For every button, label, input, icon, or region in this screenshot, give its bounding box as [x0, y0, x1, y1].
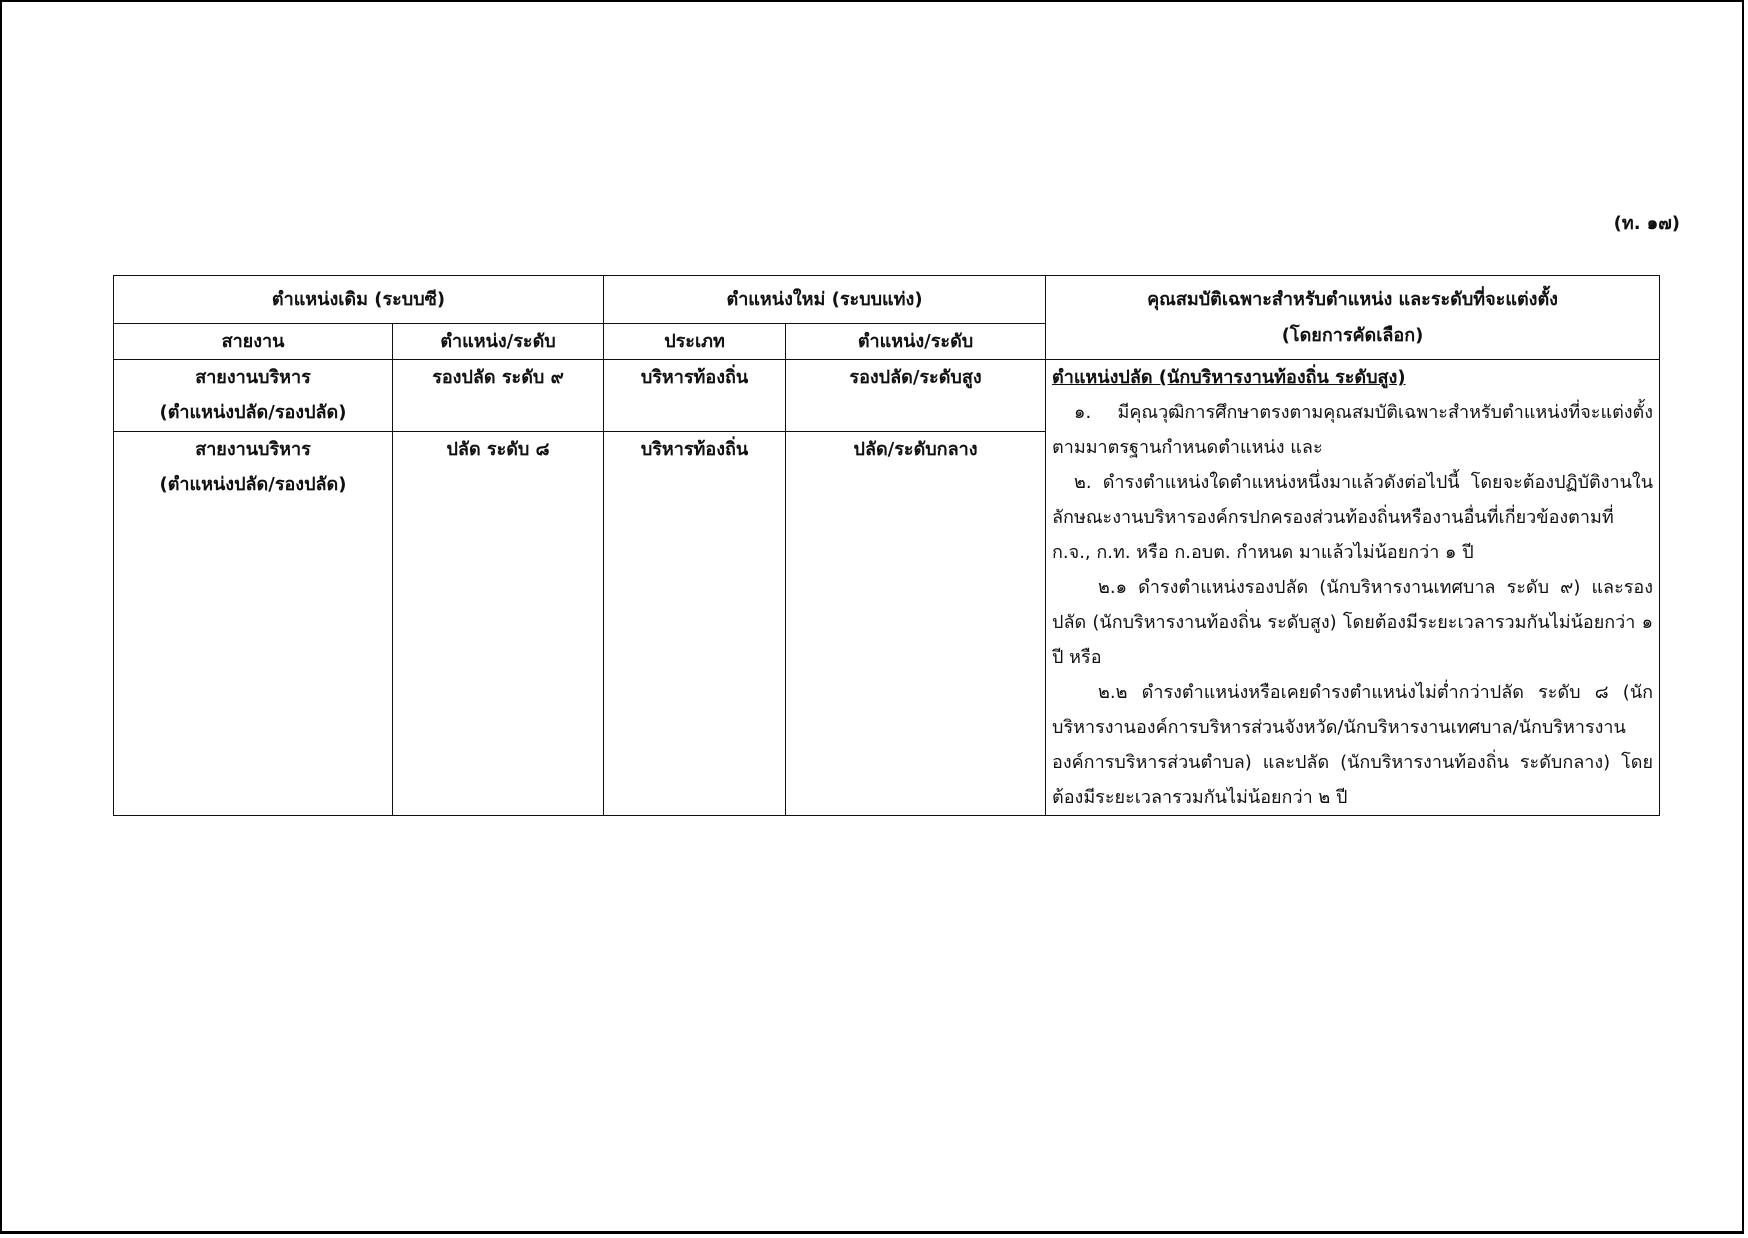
cell-line-of-work [114, 360, 393, 432]
qualification-item-2-1: ๒.๑ ดำรงตำแหน่งรองปลัด (นักบริหารงานเทศบาล ระดับ ๙) และรองปลัด (นักบริหารงานท้องถิ่น ระดับสูง) โดยต้องมีระยะเวลารวมกันไม่น้อยกว่า ๑ ปี หรือ [1052, 577, 1654, 668]
header-new-position: ตำแหน่ง/ระดับ [786, 324, 1046, 360]
document-code: (ท. ๑๗) [1613, 213, 1680, 234]
header-qualification [1046, 276, 1660, 360]
cell-line-of-work [114, 432, 393, 816]
cell-old-position: รองปลัด ระดับ ๙ [393, 360, 604, 432]
line-of-work-subtext: (ตำแหน่งปลัด/รองปลัด) [159, 402, 347, 423]
qualification-title: ตำแหน่งปลัด (นักบริหารงานท้องถิ่น ระดับสูง) [1052, 367, 1406, 388]
header-line-of-work: สายงาน [114, 324, 393, 360]
line-of-work-subtext: (ตำแหน่งปลัด/รองปลัด) [159, 474, 347, 495]
qualification-item-1: ๑. มีคุณวุฒิการศึกษาตรงตามคุณสมบัติเฉพาะสำหรับตำแหน่งที่จะแต่งตั้งตามมาตรฐานกำหนดตำแหน่ง และ [1052, 402, 1654, 458]
qualification-item-2-2: ๒.๒ ดำรงตำแหน่งหรือเคยดำรงตำแหน่งไม่ต่ำกว่าปลัด ระดับ ๘ (นักบริหารงานองค์การบริหารส่วนจังหวัด/นักบริหารงานเทศบาล/นักบริหารงานองค์การบริหารส่วนตำบล) และปลัด (นักบริหารงานท้องถิ่น ระดับกลาง) โดยต้องมีระยะเวลารวมกันไม่น้อยกว่า ๒ ปี [1052, 682, 1654, 808]
cell-qualification [1046, 360, 1660, 816]
qualification-item-2: ๒. ดำรงตำแหน่งใดตำแหน่งหนึ่งมาแล้วดังต่อไปนี้ โดยจะต้องปฏิบัติงานในลักษณะงานบริหารองค์กรปกครองส่วนท้องถิ่นหรืองานอื่นที่เกี่ยวข้องตามที่ ก.จ., ก.ท. หรือ ก.อบต. กำหนด มาแล้วไม่น้อยกว่า ๑ ปี [1052, 472, 1654, 563]
header-qualification-line2: (โดยการคัดเลือก) [1281, 324, 1424, 346]
table-row [114, 360, 1660, 432]
header-new-system: ตำแหน่งใหม่ (ระบบแท่ง) [604, 276, 1046, 324]
cell-type: บริหารท้องถิ่น [604, 360, 786, 432]
position-comparison-table [113, 275, 1660, 816]
header-old-system: ตำแหน่งเดิม (ระบบซี) [114, 276, 604, 324]
header-type: ประเภท [604, 324, 786, 360]
header-old-position: ตำแหน่ง/ระดับ [393, 324, 604, 360]
cell-new-position: ปลัด/ระดับกลาง [786, 432, 1046, 816]
cell-old-position: ปลัด ระดับ ๘ [393, 432, 604, 816]
header-qualification-line1: คุณสมบัติเฉพาะสำหรับตำแหน่ง และระดับที่จะแต่งตั้ง [1147, 288, 1558, 310]
line-of-work-text: สายงานบริหาร [195, 367, 311, 388]
cell-type: บริหารท้องถิ่น [604, 432, 786, 816]
line-of-work-text: สายงานบริหาร [195, 439, 311, 460]
cell-new-position: รองปลัด/ระดับสูง [786, 360, 1046, 432]
